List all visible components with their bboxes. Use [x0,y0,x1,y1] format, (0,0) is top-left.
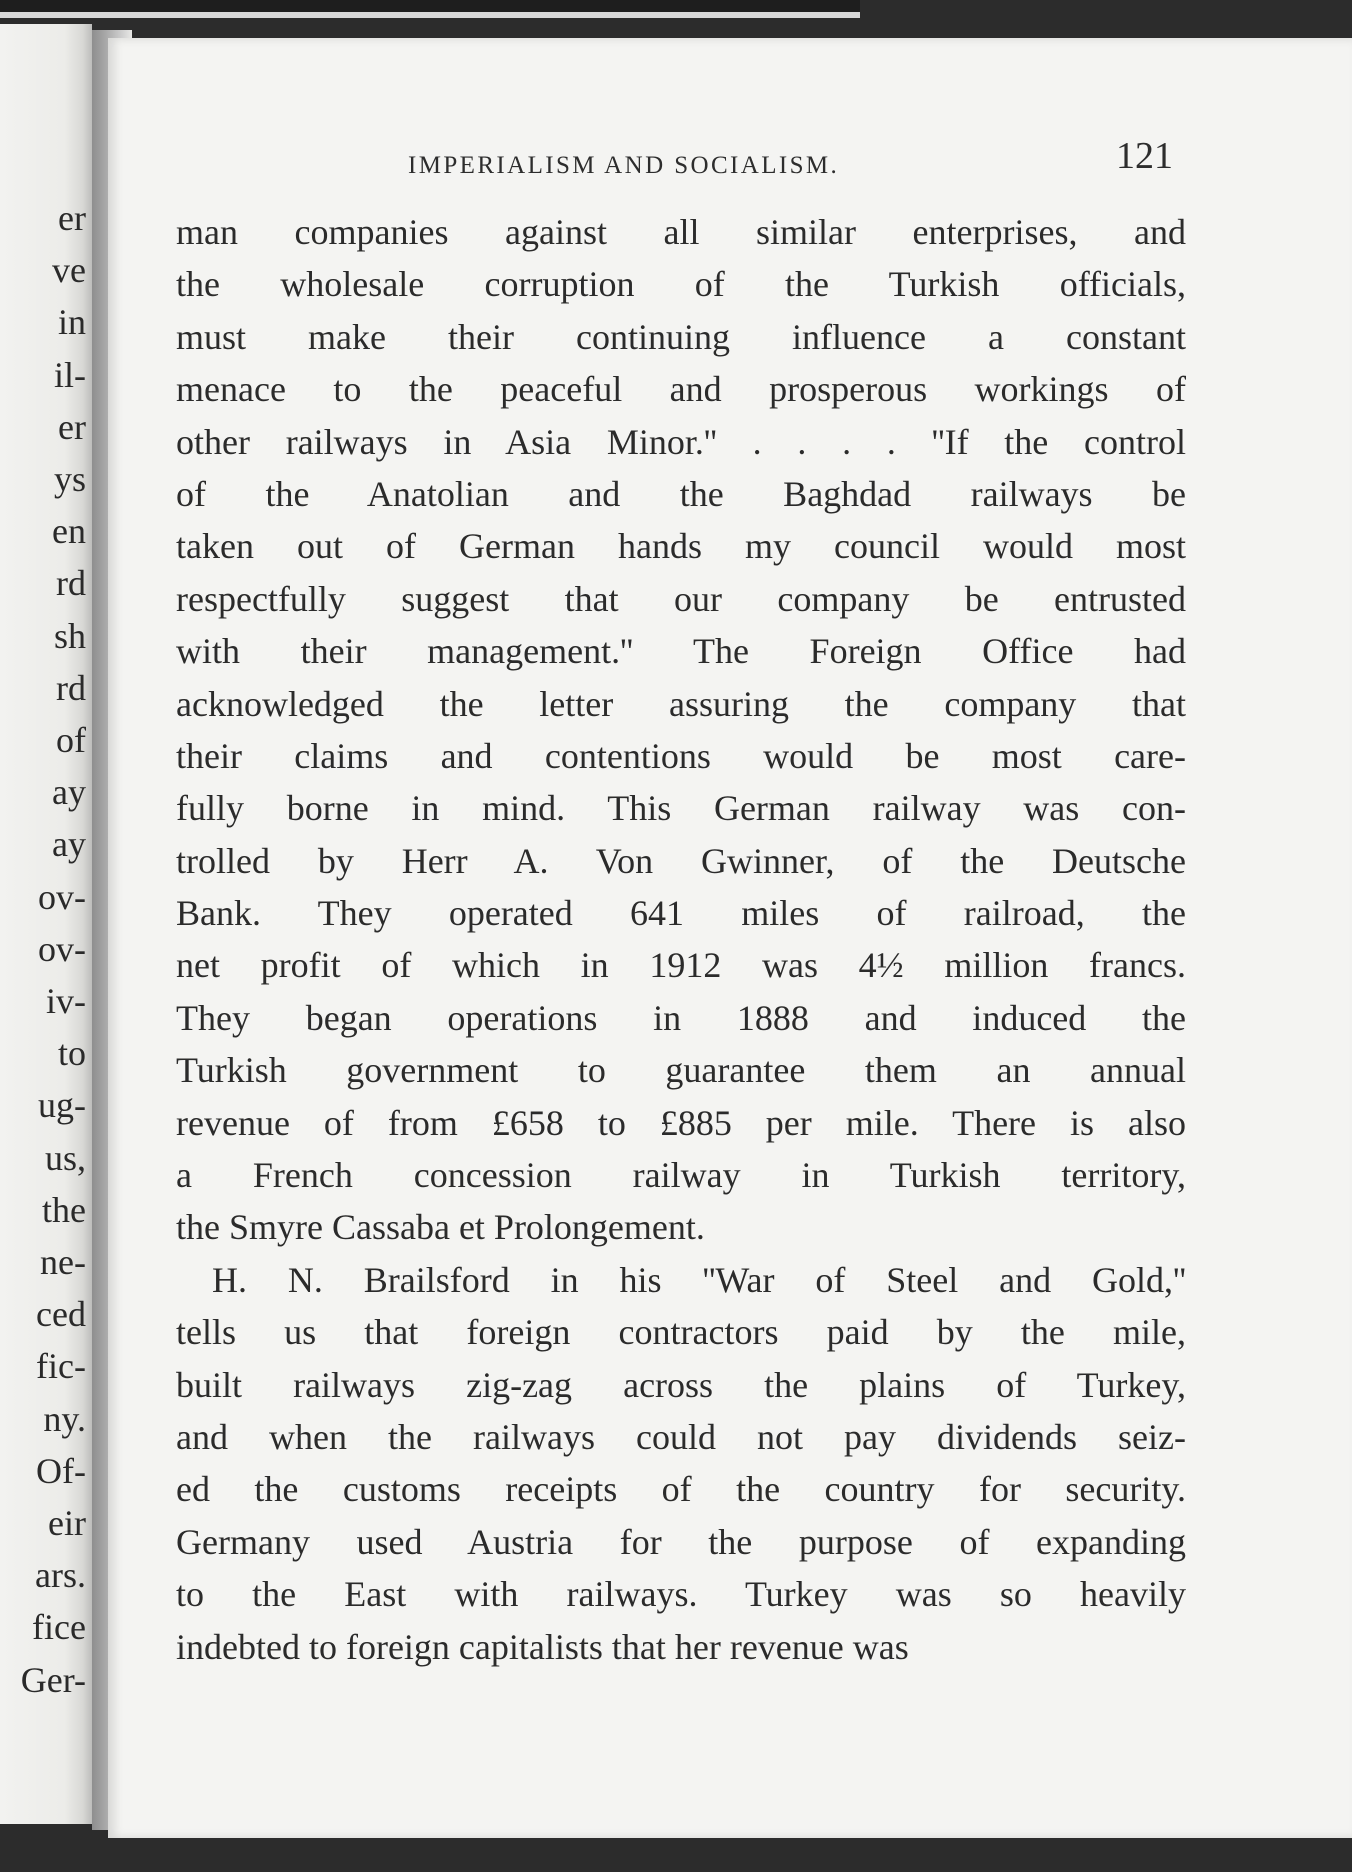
paragraph-2 [176,1254,1186,1673]
facing-page-fragment: iv- [46,981,86,1021]
facing-page-fragment: ne- [40,1242,86,1282]
text-line: tells us that foreign contractors paid by the mile, [176,1312,1186,1353]
text-line: must make their continuing influence a constant [176,316,1186,357]
text-line: with their management.'' The Foreign Office had [176,631,1186,672]
text-line: trolled by Herr A. Von Gwinner, of the Deutsche [176,840,1186,881]
paragraph-1 [176,206,1186,1254]
facing-page-fragment: sh [53,615,86,656]
facing-page-fragment: in [57,302,86,343]
text-line: their claims and contentions would be most care- [176,735,1186,776]
page-number: 121 [1116,135,1173,177]
facing-page-fragment: rd [56,667,86,708]
text-line: menace to the peaceful and prosperous workings of [176,369,1186,410]
facing-page-fragment: ov- [38,876,86,917]
facing-page-fragment: ys [53,459,86,499]
text-line: to the East with railways. Turkey was so heavily [176,1574,1186,1615]
text-line: Turkish government to guarantee them an annual [176,1050,1186,1091]
facing-page-fragment: the [42,1189,86,1230]
facing-page [0,24,92,1824]
facing-page-fragment: eir [48,1503,86,1543]
facing-page-fragment: fice [32,1607,86,1648]
text-line: Bank. They operated 641 miles of railroad, the [176,893,1186,934]
running-title: IMPERIALISM AND SOCIALISM. [408,152,840,179]
facing-page-fragment: en [52,511,86,552]
text-line: net profit of which in 1912 was 4½ million francs. [176,945,1186,986]
text-line: the Smyre Cassaba et Prolongement. [176,1207,705,1248]
text-line: man companies against all similar enterprises, and [176,212,1186,252]
text-line: a French concession railway in Turkish territory, [176,1155,1186,1196]
facing-page-fragment: ay [52,772,86,813]
body-text [176,206,1186,1673]
facing-page-fragment: Ger- [20,1659,86,1700]
facing-page-fragment: er [58,198,86,238]
book-page [108,38,1352,1838]
text-line: They began operations in 1888 and induced the [176,997,1186,1038]
text-line: of the Anatolian and the Baghdad railways be [176,473,1186,514]
facing-page-fragment: ars. [35,1555,86,1596]
text-line: taken out of German hands my council would most [176,526,1186,567]
text-line: respectfully suggest that our company be entrusted [176,578,1186,619]
text-line: acknowledged the letter assuring the company that [176,683,1186,724]
text-line: revenue of from £658 to £885 per mile. There is also [176,1102,1186,1143]
text-line: Germany used Austria for the purpose of expanding [176,1521,1186,1562]
text-line: other railways in Asia Minor.'' . . . . ''If the control [176,421,1186,462]
facing-page-fragment: fic- [36,1346,86,1387]
facing-page-fragment: ay [52,824,86,865]
facing-page-fragment: us, [44,1137,86,1178]
page-header [108,130,1352,180]
top-edge-shadow [0,0,860,22]
text-line: indebted to foreign capitalists that her revenue was [176,1626,909,1667]
text-line: the wholesale corruption of the Turkish officials, [176,264,1186,305]
text-line: ed the customs receipts of the country for security. [176,1469,1186,1510]
facing-page-fragment: ced [36,1294,86,1335]
text-line: and when the railways could not pay dividends seiz- [176,1416,1186,1457]
facing-page-fragment: ny. [43,1398,86,1439]
facing-page-fragment: ve [52,250,86,291]
facing-page-fragment: rd [56,563,86,604]
facing-page-fragment: ov- [38,928,86,969]
facing-page-fragment: ug- [38,1085,86,1126]
text-line: H. N. Brailsford in his ''War of Steel and Gold,'' [212,1259,1186,1300]
facing-page-fragment: er [58,406,86,447]
facing-page-fragment: il- [54,354,86,395]
facing-page-fragment: of [56,720,86,760]
text-line: built railways zig-zag across the plains of Turkey, [176,1364,1186,1405]
facing-page-fragment: to [57,1033,86,1074]
text-line: fully borne in mind. This German railway was con- [176,788,1186,829]
facing-page-fragment: Of- [36,1450,86,1491]
